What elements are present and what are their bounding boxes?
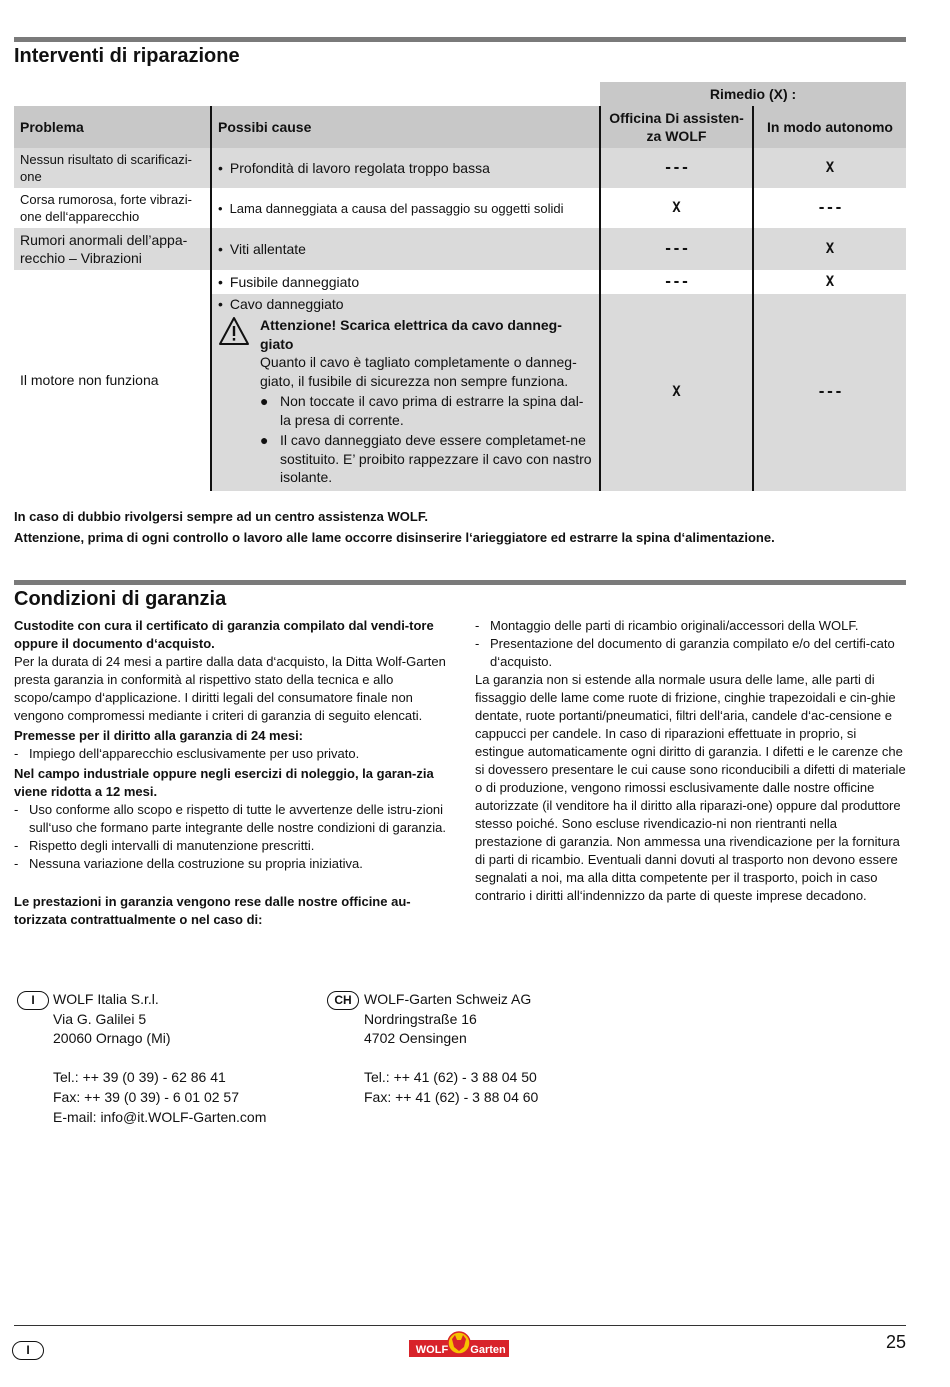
list-item: - Rispetto degli intervalli di manutenzione prescritti. bbox=[14, 838, 315, 853]
list-item: - Impiego dell‘apparecchio esclusivamente per uso privato. bbox=[14, 746, 360, 761]
col-problem: Problema bbox=[14, 106, 211, 148]
logo-text-right: Garten bbox=[470, 1344, 506, 1356]
condition-item: Uso conforme allo scopo e rispetto di tutte le avvertenze delle istru-zioni sull‘uso che formano parte integrante delle nostre condizioni di garanzia. bbox=[29, 802, 446, 835]
address-italy bbox=[53, 990, 266, 1127]
language-badge: I bbox=[12, 1341, 44, 1360]
col-workshop: Officina Di assisten-za WOLF bbox=[600, 106, 753, 148]
list-item: - Uso conforme allo scopo e rispetto di tutte le avvertenze delle istru-zioni sull‘uso che formano parte integrante delle nostre condizioni di garanzia. bbox=[14, 802, 446, 835]
self-cell: --- bbox=[753, 294, 906, 491]
phone: Tel.: ++ 39 (0 39) - 62 86 41 bbox=[53, 1069, 226, 1086]
remedy-header: Rimedio (X) : bbox=[600, 82, 906, 106]
repair-notes bbox=[14, 506, 775, 548]
company-name: WOLF-Garten Schweiz AG bbox=[364, 991, 532, 1007]
service-heading: Le prestazioni in garanzia vengono rese dalle nostre officine au-torizzata contrattualmente o nel caso di: bbox=[14, 894, 411, 927]
workshop-cell: --- bbox=[600, 270, 753, 294]
cause-item: • Fusibile danneggiato bbox=[218, 274, 593, 290]
warning-block bbox=[218, 316, 593, 487]
self-cell: X bbox=[753, 148, 906, 188]
city: 4702 Oensingen bbox=[364, 1030, 467, 1047]
street: Via G. Galilei 5 bbox=[53, 1010, 147, 1027]
warranty-intro-bold: Custodite con cura il certificato di garanzia compilato dal vendi-tore oppure il documento d‘acquisto. bbox=[14, 618, 434, 651]
self-cell: X bbox=[753, 228, 906, 270]
premise-heading: Premesse per il diritto alla garanzia di 24 mesi: bbox=[14, 728, 304, 743]
street: Nordringstraße 16 bbox=[364, 1010, 477, 1027]
problem-cell-motor: Il motore non funziona bbox=[20, 372, 159, 389]
wolf-garten-logo bbox=[409, 1331, 509, 1359]
problem-cell: Nessun risultato di scarificazi-one bbox=[20, 152, 192, 184]
country-badge-swiss: CH bbox=[327, 991, 359, 1010]
problem-cell: Rumori anormali dell’appa-recchio – Vibrazioni bbox=[20, 232, 188, 266]
section-rule bbox=[14, 580, 906, 585]
table-row bbox=[14, 188, 906, 228]
premise-item: Impiego dell‘apparecchio esclusivamente per uso privato. bbox=[29, 746, 360, 761]
list-item: - Montaggio delle parti di ricambio originali/accessori della WOLF. bbox=[475, 618, 859, 633]
page-number: 25 bbox=[885, 1332, 906, 1352]
list-item: - Presentazione del documento di garanzia compilato e/o del certifi-cato d‘acquisto. bbox=[475, 635, 906, 671]
self-cell: --- bbox=[753, 188, 906, 228]
cause-item: • Viti allentate bbox=[218, 241, 593, 257]
table-row bbox=[14, 148, 906, 188]
workshop-cell: X bbox=[600, 294, 753, 491]
company-name: WOLF Italia S.r.l. bbox=[53, 991, 159, 1007]
warranty-right-column bbox=[475, 617, 906, 905]
city: 20060 Ornago (Mi) bbox=[53, 1030, 171, 1047]
fax: Fax: ++ 39 (0 39) - 6 01 02 57 bbox=[53, 1088, 240, 1105]
col-causes: Possibi cause bbox=[211, 106, 600, 148]
warranty-intro: Per la durata di 24 mesi a partire dalla data d‘acquisto, la Ditta Wolf-Garten presta garanzia in conformità al rispettivo stato della tecnica e allo scopo/campo d‘applicazione. I diritti legali del consumatore finale non vengono compromessi mediante i criteri di garanzia di seguito elencati. bbox=[14, 654, 446, 723]
workshop-cell: X bbox=[600, 188, 753, 228]
section-rule bbox=[14, 37, 906, 42]
address-swiss bbox=[364, 990, 538, 1108]
fax: Fax: ++ 41 (62) - 3 88 04 60 bbox=[364, 1088, 539, 1105]
list-item bbox=[260, 431, 593, 487]
warranty-left-column bbox=[14, 617, 446, 929]
warranty-exclusions: La garanzia non si estende alla normale usura delle lame, alle parti di fissaggio delle lame come ruote di frizione, cinghie trapezoidali e cin-ghie dentate, ruote portanti/pneumatici, filtri dell‘aria, candele d‘ac-censione e cappucci per candele. In caso di riparazioni effettuate in proprio, si estingue automaticamente ogni diritto di garanzia. I difetti e le carenze che si dovessero presentare le cui cause sono riconducibili a difetti di materiale o di produzione, vengono rimossi esclusivamente dalle nostre officine autorizzate (il venditore ha il diritto alla riparazi-one) oppure dal produttore stesso poiché. Sono escluse rivendicazio-ni non rientranti nella prestazione di garanzia. Non ammessa una rivendicazione per la fornitura di parti di ricambio. Eventuali danni dovuti al trasporto non devono essere segnalati a noi, ma alla ditta competente per il trasporto, poich in caso contrario i diritti all‘indennizzo da parte di queste imprese decadono. bbox=[475, 672, 906, 903]
workshop-cell: --- bbox=[600, 148, 753, 188]
section-title-repair: Interventi di riparazione bbox=[14, 45, 240, 67]
problem-cell: Corsa rumorosa, forte vibrazi-one dell‘apparecchio bbox=[20, 192, 192, 224]
cause-item: • Cavo danneggiato bbox=[218, 296, 593, 312]
service-item: Presentazione del documento di garanzia compilato e/o del certifi-cato d‘acquisto. bbox=[490, 636, 895, 669]
condition-item: Nessuna variazione della costruzione su propria iniziativa. bbox=[29, 856, 363, 871]
country-badge-italy: I bbox=[17, 991, 49, 1010]
warning-text: Quanto il cavo è tagliato completamente o danneg-giato, il fusibile di sicurezza non sempre funziona. bbox=[260, 354, 577, 389]
self-cell: X bbox=[753, 270, 906, 294]
warning-bullet-1: Non toccate il cavo prima di estrarre la spina dal-la presa di corrente. bbox=[280, 393, 584, 428]
footer-rule bbox=[14, 1325, 906, 1326]
logo-text-left: WOLF bbox=[415, 1344, 449, 1356]
list-item: - Nessuna variazione della costruzione su propria iniziativa. bbox=[14, 856, 363, 871]
condition-item: Rispetto degli intervalli di manutenzione prescritti. bbox=[29, 838, 315, 853]
bullet-dot-icon: ● bbox=[260, 432, 269, 448]
warning-bullet-2: Il cavo danneggiato deve essere completamet-ne sostituito. E’ proibito rappezzare il cavo con nastro isolante. bbox=[280, 432, 592, 485]
email: E-mail: info@it.WOLF-Garten.com bbox=[53, 1108, 267, 1125]
table-row bbox=[14, 270, 906, 294]
col-self: In modo autonomo bbox=[753, 106, 906, 148]
warning-triangle-icon bbox=[218, 316, 252, 487]
repair-table bbox=[14, 82, 906, 491]
workshop-cell: --- bbox=[600, 228, 753, 270]
warning-title: Attenzione! Scarica elettrica da cavo danneg-giato bbox=[260, 317, 562, 352]
cause-item: • Lama danneggiata a causa del passaggio su oggetti solidi bbox=[218, 201, 593, 216]
section-title-warranty: Condizioni di garanzia bbox=[14, 588, 227, 610]
cause-item: • Profondità di lavoro regolata troppo bassa bbox=[218, 160, 593, 176]
industrial-heading: Nel campo industriale oppure negli esercizi di noleggio, la garan-zia viene ridotta a 12 mesi. bbox=[14, 766, 434, 799]
service-item: Montaggio delle parti di ricambio originali/accessori della WOLF. bbox=[490, 618, 859, 633]
table-row bbox=[14, 228, 906, 270]
list-item bbox=[260, 392, 593, 429]
note-doubt: In caso di dubbio rivolgersi sempre ad un centro assistenza WOLF. bbox=[14, 509, 428, 524]
note-caution: Attenzione, prima di ogni controllo o lavoro alle lame occorre disinserire l‘arieggiatore ed estrarre la spina d‘alimentazione. bbox=[14, 530, 775, 545]
bullet-dot-icon: ● bbox=[260, 393, 269, 409]
phone: Tel.: ++ 41 (62) - 3 88 04 50 bbox=[364, 1069, 537, 1086]
